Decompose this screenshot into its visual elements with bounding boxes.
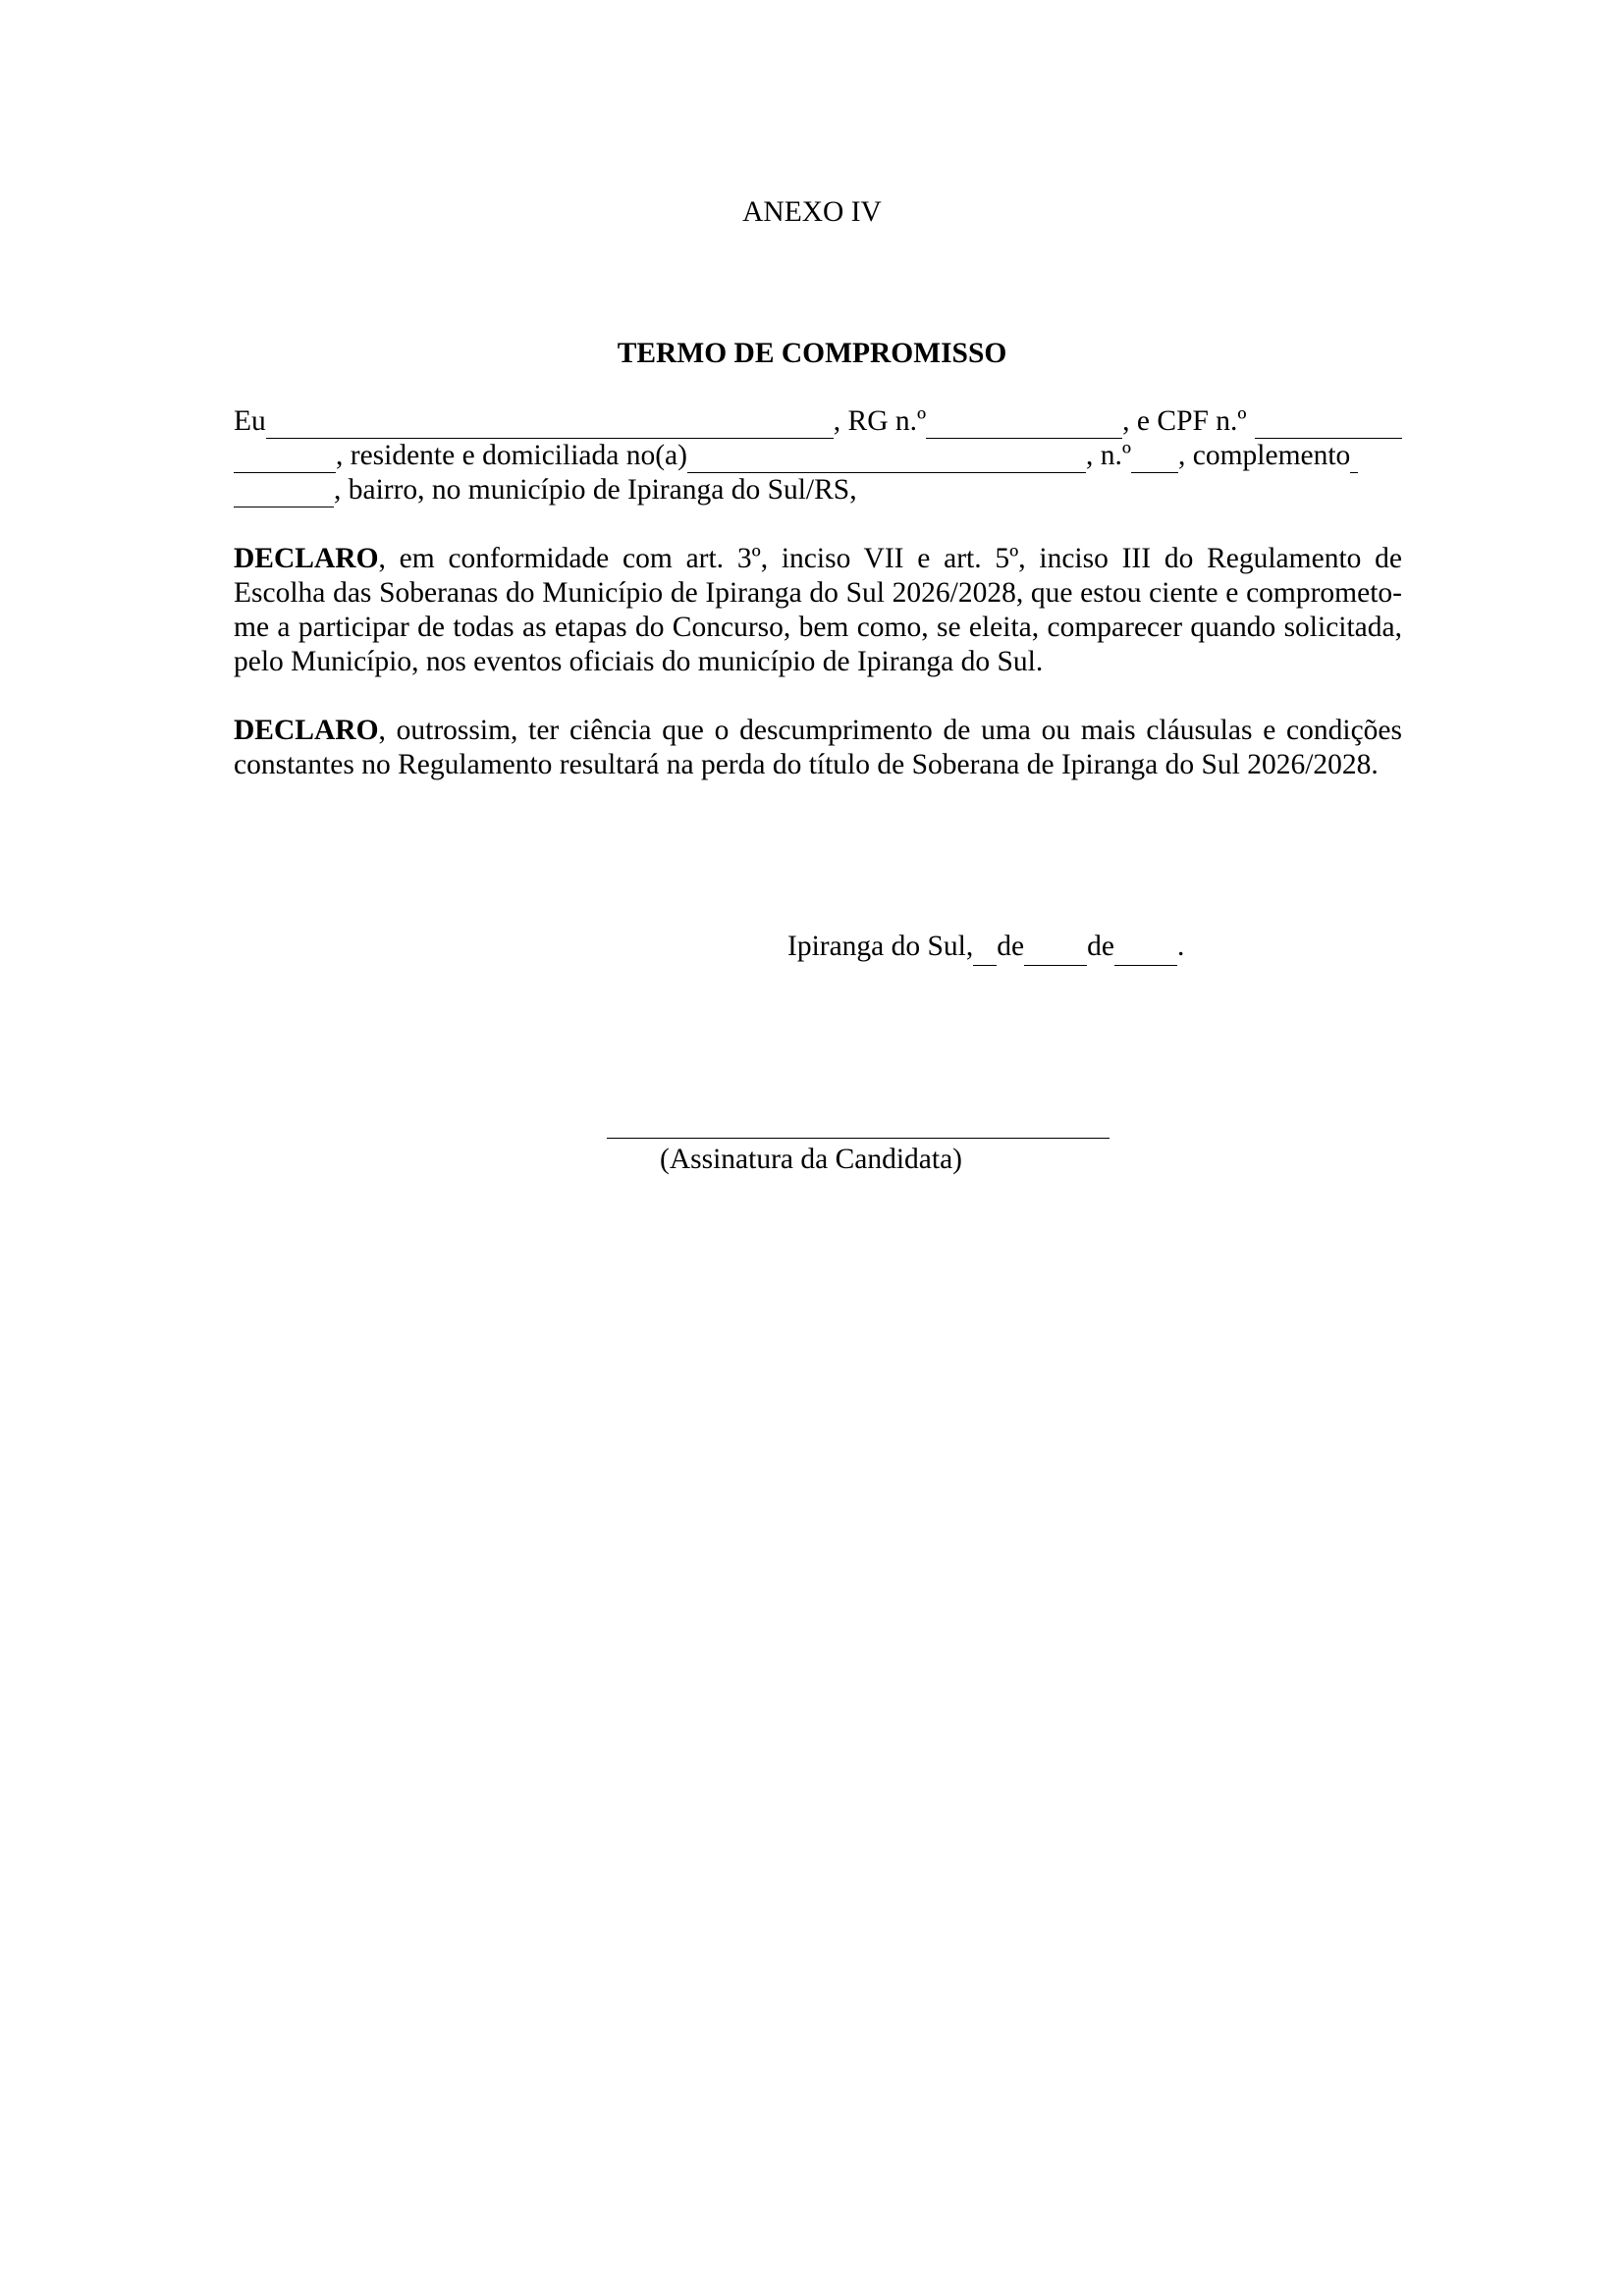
document-title: TERMO DE COMPROMISSO: [617, 338, 1007, 369]
cpf-blank-field-continued[interactable]: [234, 446, 336, 473]
identification-line-3: [234, 473, 1402, 507]
declaration-paragraph-1: [234, 542, 1402, 679]
date-de-1: de: [997, 931, 1025, 962]
cpf-label: , e CPF n.º: [1122, 405, 1247, 437]
declaration-paragraph-2: [234, 714, 1402, 782]
declaration-2-keyword: DECLARO: [234, 715, 379, 746]
place-label: Ipiranga do Sul,: [787, 931, 974, 962]
address-blank-field[interactable]: [687, 446, 1086, 473]
rg-blank-field[interactable]: [926, 411, 1122, 439]
name-blank-field[interactable]: [266, 411, 834, 439]
identification-paragraph: [234, 404, 1402, 507]
number-blank-field[interactable]: [1131, 446, 1178, 473]
cpf-blank-field[interactable]: [1255, 411, 1402, 439]
complemento-label: , complemento: [1177, 440, 1351, 471]
signature-label: (Assinatura da Candidata): [660, 1144, 963, 1175]
declaration-1-keyword: DECLARO: [234, 543, 379, 574]
identification-line-2: [234, 439, 1402, 473]
complement-blank-field[interactable]: [1350, 446, 1358, 473]
neighborhood-blank-field[interactable]: [234, 480, 334, 507]
signature-line[interactable]: [607, 1138, 1110, 1139]
declaration-2-text: , outrossim, ter ciência que o descumprimento de uma ou mais cláusulas e condições constantes no Regulamento resultará na perda do título de Soberana de Ipiranga do Sul 2026/2028.: [234, 715, 1402, 780]
day-blank-field[interactable]: [973, 938, 997, 966]
annex-title: ANEXO IV: [742, 196, 882, 228]
rg-label: , RG n.º: [833, 405, 927, 437]
place-date-line: [787, 927, 1184, 966]
date-end: .: [1176, 931, 1185, 962]
month-blank-field[interactable]: [1024, 938, 1087, 966]
residente-label: , residente e domiciliada no(a): [336, 440, 687, 471]
declaration-1-text: , em conformidade com art. 3º, inciso VII e art. 5º, inciso III do Regulamento de Escolha das Soberanas do Município de Ipiranga do Sul 2026/2028, que estou ciente e comprometo-me a participar de todas as etapas do Concurso, bem como, se eleita, comparecer quando solicitada, pelo Município, nos eventos oficiais do município de Ipiranga do Sul.: [234, 543, 1402, 677]
eu-label: Eu: [234, 405, 266, 437]
date-de-2: de: [1087, 931, 1114, 962]
bairro-label: , bairro, no município de Ipiranga do Sul/RS,: [334, 474, 857, 506]
identification-line-1: [234, 404, 1402, 439]
year-blank-field[interactable]: [1114, 938, 1177, 966]
numero-label: , n.º: [1085, 440, 1131, 471]
